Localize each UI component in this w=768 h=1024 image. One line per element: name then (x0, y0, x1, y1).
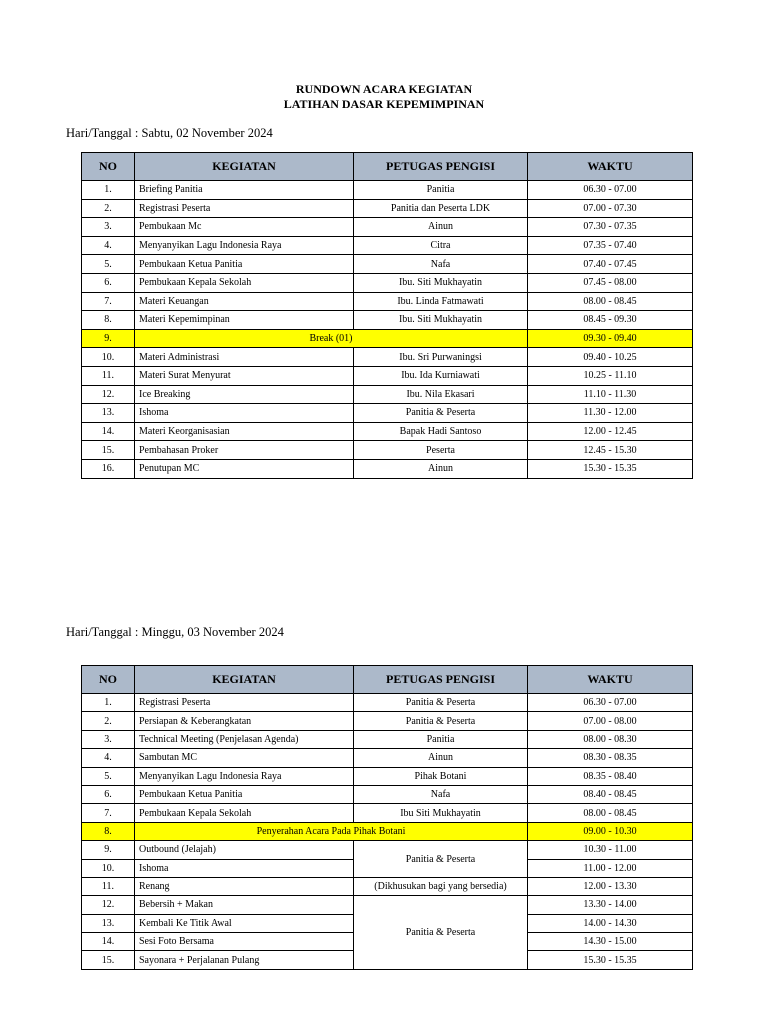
cell-petugas: Citra (354, 236, 528, 255)
cell-no: 8. (82, 311, 135, 330)
cell-petugas: Panitia & Peserta (354, 841, 528, 878)
cell-waktu: 10.30 - 11.00 (528, 841, 693, 859)
cell-no: 9. (82, 841, 135, 859)
header-petugas: PETUGAS PENGISI (354, 666, 528, 694)
table-row (82, 767, 693, 785)
cell-kegiatan: Renang (135, 877, 354, 895)
cell-kegiatan: Pembukaan Mc (135, 218, 354, 237)
cell-waktu: 08.35 - 08.40 (528, 767, 693, 785)
cell-kegiatan: Sesi Foto Bersama (135, 933, 354, 951)
cell-kegiatan: Sayonara + Perjalanan Pulang (135, 951, 354, 969)
cell-petugas: Ainun (354, 218, 528, 237)
cell-kegiatan: Materi Keorganisasian (135, 422, 354, 441)
header-waktu: WAKTU (528, 153, 693, 181)
cell-waktu: 14.00 - 14.30 (528, 914, 693, 932)
table-row (82, 404, 693, 423)
cell-waktu: 07.35 - 07.40 (528, 236, 693, 255)
header-no: NO (82, 153, 135, 181)
cell-no: 11. (82, 877, 135, 895)
cell-kegiatan: Pembukaan Kepala Sekolah (135, 804, 354, 822)
cell-no: 7. (82, 292, 135, 311)
table-row (82, 181, 693, 200)
cell-no: 1. (82, 181, 135, 200)
cell-kegiatan: Materi Keuangan (135, 292, 354, 311)
cell-kegiatan: Bebersih + Makan (135, 896, 354, 914)
cell-kegiatan: Ice Breaking (135, 385, 354, 404)
cell-waktu: 15.30 - 15.35 (528, 459, 693, 478)
cell-petugas: Nafa (354, 255, 528, 274)
cell-petugas: Ainun (354, 749, 528, 767)
cell-waktu: 08.45 - 09.30 (528, 311, 693, 330)
table-row (82, 218, 693, 237)
cell-petugas: Panitia (354, 730, 528, 748)
cell-no: 7. (82, 804, 135, 822)
cell-kegiatan: Sambutan MC (135, 749, 354, 767)
cell-no: 5. (82, 255, 135, 274)
cell-petugas: Ibu. Siti Mukhayatin (354, 311, 528, 330)
table-row (82, 255, 693, 274)
cell-kegiatan: Kembali Ke Titik Awal (135, 914, 354, 932)
cell-no: 13. (82, 404, 135, 423)
cell-kegiatan: Registrasi Peserta (135, 199, 354, 218)
table-row (82, 822, 693, 840)
cell-waktu: 12.00 - 12.45 (528, 422, 693, 441)
cell-waktu: 08.40 - 08.45 (528, 785, 693, 803)
cell-petugas: Panitia dan Peserta LDK (354, 199, 528, 218)
cell-merged-activity: Penyerahan Acara Pada Pihak Botani (135, 822, 528, 840)
cell-no: 4. (82, 236, 135, 255)
cell-no: 10. (82, 859, 135, 877)
table-row (82, 441, 693, 460)
cell-waktu: 15.30 - 15.35 (528, 951, 693, 969)
cell-petugas: (Dikhusukan bagi yang bersedia) (354, 877, 528, 895)
table-row (82, 712, 693, 730)
cell-no: 2. (82, 712, 135, 730)
cell-no: 13. (82, 914, 135, 932)
cell-petugas: Nafa (354, 785, 528, 803)
cell-no: 2. (82, 199, 135, 218)
cell-waktu: 11.00 - 12.00 (528, 859, 693, 877)
header-kegiatan: KEGIATAN (135, 666, 354, 694)
cell-petugas: Pihak Botani (354, 767, 528, 785)
cell-no: 6. (82, 785, 135, 803)
cell-petugas: Panitia & Peserta (354, 694, 528, 712)
cell-waktu: 06.30 - 07.00 (528, 181, 693, 200)
cell-kegiatan: Ishoma (135, 859, 354, 877)
cell-waktu: 14.30 - 15.00 (528, 933, 693, 951)
cell-waktu: 09.30 - 09.40 (528, 329, 693, 348)
cell-waktu: 12.45 - 15.30 (528, 441, 693, 460)
table-row (82, 199, 693, 218)
cell-no: 3. (82, 218, 135, 237)
cell-petugas: Panitia & Peserta (354, 404, 528, 423)
header-petugas: PETUGAS PENGISI (354, 153, 528, 181)
cell-petugas: Panitia & Peserta (354, 896, 528, 970)
cell-waktu: 07.40 - 07.45 (528, 255, 693, 274)
cell-no: 4. (82, 749, 135, 767)
table-row (82, 804, 693, 822)
cell-kegiatan: Pembukaan Kepala Sekolah (135, 273, 354, 292)
cell-no: 3. (82, 730, 135, 748)
cell-kegiatan: Materi Kepemimpinan (135, 311, 354, 330)
cell-waktu: 11.30 - 12.00 (528, 404, 693, 423)
cell-kegiatan: Pembukaan Ketua Panitia (135, 255, 354, 274)
table-row (82, 292, 693, 311)
cell-no: 6. (82, 273, 135, 292)
cell-petugas: Panitia & Peserta (354, 712, 528, 730)
cell-no: 14. (82, 422, 135, 441)
cell-no: 12. (82, 385, 135, 404)
document-title-line2: LATIHAN DASAR KEPEMIMPINAN (283, 97, 485, 111)
cell-no: 1. (82, 694, 135, 712)
day1-date: Hari/Tanggal : Sabtu, 02 November 2024 (66, 126, 273, 140)
cell-petugas: Peserta (354, 441, 528, 460)
cell-waktu: 11.10 - 11.30 (528, 385, 693, 404)
table-row (82, 311, 693, 330)
cell-kegiatan: Ishoma (135, 404, 354, 423)
cell-no: 8. (82, 822, 135, 840)
cell-waktu: 07.30 - 07.35 (528, 218, 693, 237)
cell-no: 10. (82, 348, 135, 367)
cell-kegiatan: Menyanyikan Lagu Indonesia Raya (135, 236, 354, 255)
cell-waktu: 07.00 - 07.30 (528, 199, 693, 218)
table-header-row (82, 153, 693, 181)
table-row (82, 730, 693, 748)
cell-no: 14. (82, 933, 135, 951)
table-row (82, 348, 693, 367)
cell-no: 12. (82, 896, 135, 914)
cell-kegiatan: Materi Surat Menyurat (135, 366, 354, 385)
table-header-row (82, 666, 693, 694)
table-row (82, 785, 693, 803)
table-row (82, 749, 693, 767)
cell-petugas: Ainun (354, 459, 528, 478)
cell-petugas: Ibu Siti Mukhayatin (354, 804, 528, 822)
cell-no: 15. (82, 951, 135, 969)
cell-kegiatan: Pembahasan Proker (135, 441, 354, 460)
cell-waktu: 08.00 - 08.30 (528, 730, 693, 748)
cell-petugas: Ibu. Nila Ekasari (354, 385, 528, 404)
cell-kegiatan: Technical Meeting (Penjelasan Agenda) (135, 730, 354, 748)
table-row (82, 329, 693, 348)
cell-petugas: Ibu. Ida Kurniawati (354, 366, 528, 385)
cell-no: 9. (82, 329, 135, 348)
day1-schedule-table (81, 152, 693, 479)
cell-kegiatan: Penutupan MC (135, 459, 354, 478)
table-row (82, 459, 693, 478)
cell-waktu: 08.30 - 08.35 (528, 749, 693, 767)
cell-kegiatan: Outbound (Jelajah) (135, 841, 354, 859)
cell-waktu: 07.00 - 08.00 (528, 712, 693, 730)
cell-waktu: 13.30 - 14.00 (528, 896, 693, 914)
table-row (82, 422, 693, 441)
table-row (82, 877, 693, 895)
cell-kegiatan: Materi Administrasi (135, 348, 354, 367)
table-row (82, 841, 693, 859)
cell-kegiatan: Pembukaan Ketua Panitia (135, 785, 354, 803)
table-row (82, 273, 693, 292)
cell-waktu: 09.40 - 10.25 (528, 348, 693, 367)
cell-merged-activity: Break (01) (135, 329, 528, 348)
cell-no: 16. (82, 459, 135, 478)
header-kegiatan: KEGIATAN (135, 153, 354, 181)
header-waktu: WAKTU (528, 666, 693, 694)
cell-kegiatan: Persiapan & Keberangkatan (135, 712, 354, 730)
cell-waktu: 08.00 - 08.45 (528, 804, 693, 822)
document-title-line1: RUNDOWN ACARA KEGIATAN (295, 82, 473, 96)
day2-date: Hari/Tanggal : Minggu, 03 November 2024 (66, 625, 284, 639)
table-row (82, 896, 693, 914)
cell-no: 15. (82, 441, 135, 460)
cell-waktu: 10.25 - 11.10 (528, 366, 693, 385)
header-no: NO (82, 666, 135, 694)
cell-kegiatan: Menyanyikan Lagu Indonesia Raya (135, 767, 354, 785)
cell-kegiatan: Registrasi Peserta (135, 694, 354, 712)
table-row (82, 694, 693, 712)
cell-kegiatan: Briefing Panitia (135, 181, 354, 200)
table-row (82, 236, 693, 255)
table-row (82, 385, 693, 404)
cell-petugas: Ibu. Sri Purwaningsi (354, 348, 528, 367)
cell-waktu: 07.45 - 08.00 (528, 273, 693, 292)
table-row (82, 366, 693, 385)
day2-schedule-table (81, 665, 693, 970)
cell-petugas: Bapak Hadi Santoso (354, 422, 528, 441)
cell-petugas: Ibu. Linda Fatmawati (354, 292, 528, 311)
cell-waktu: 08.00 - 08.45 (528, 292, 693, 311)
cell-petugas: Ibu. Siti Mukhayatin (354, 273, 528, 292)
cell-no: 11. (82, 366, 135, 385)
cell-petugas: Panitia (354, 181, 528, 200)
cell-no: 5. (82, 767, 135, 785)
cell-waktu: 12.00 - 13.30 (528, 877, 693, 895)
cell-waktu: 06.30 - 07.00 (528, 694, 693, 712)
cell-waktu: 09.00 - 10.30 (528, 822, 693, 840)
